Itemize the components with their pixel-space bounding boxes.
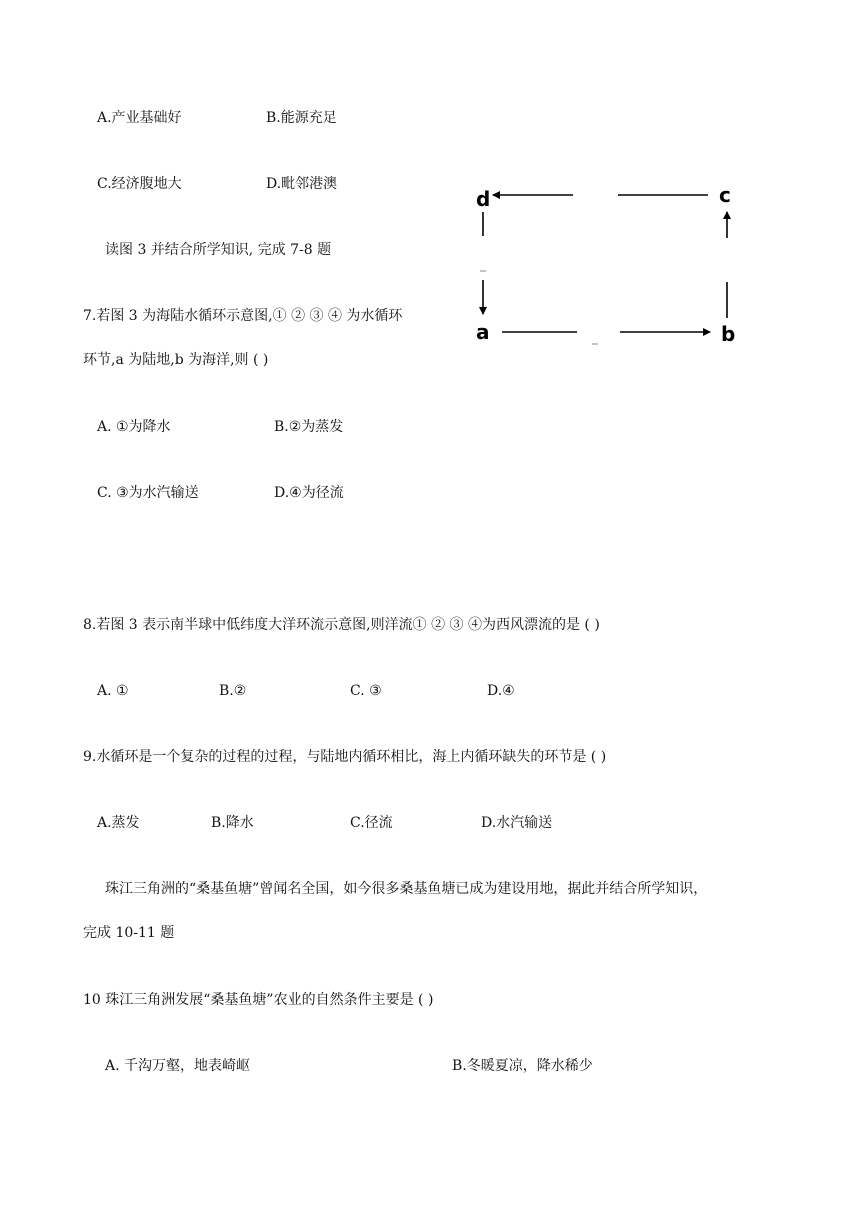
intro-10-11-line2: 完成 10-11 题 (83, 925, 175, 941)
q10-stem: 10 珠江三角洲发展“桑基鱼塘”农业的自然条件主要是 ( ) (83, 992, 434, 1008)
figure-label-b: b (721, 322, 736, 346)
q9-option-a: A.蒸发 (97, 815, 140, 831)
intro-10-11-line1: 珠江三角洲的“桑基鱼塘”曾闻名全国，如今很多桑基鱼塘已成为建设用地，据此并结合所学知识， (105, 881, 708, 897)
q8-option-c: C. ③ (350, 683, 382, 699)
q7-option-d: D.④为径流 (274, 485, 344, 501)
q10-option-a: A. 千沟万壑，地表崎岖 (105, 1058, 251, 1074)
q9-option-c: C.径流 (350, 815, 393, 831)
q8-option-d: D.④ (487, 683, 515, 699)
q7-stem-line1: 7.若图 3 为海陆水循环示意图,① ② ③ ④ 为水循环 (83, 308, 403, 324)
intro-7-8: 读图 3 并结合所学知识, 完成 7-8 题 (105, 242, 332, 258)
q9-option-d: D.水汽输送 (481, 815, 553, 831)
q9-option-b: B.降水 (211, 815, 254, 831)
figure-label-d: d (476, 187, 491, 211)
figure-label-c: c (719, 183, 731, 207)
q6-option-d: D.毗邻港澳 (266, 176, 338, 192)
q6-option-b: B.能源充足 (266, 110, 337, 126)
q8-option-b: B.② (219, 683, 247, 699)
q7-option-a: A. ①为降水 (97, 419, 171, 435)
q8-stem: 8.若图 3 表示南半球中低纬度大洋环流示意图,则洋流① ② ③ ④为西风漂流的是 ( ) (83, 617, 600, 633)
q6-option-a: A.产业基础好 (97, 110, 182, 126)
figure-label-a: a (476, 320, 490, 344)
q8-option-a: A. ① (97, 683, 129, 699)
q7-stem-line2: 环节,a 为陆地,b 为海洋,则 ( ) (83, 352, 269, 368)
q6-option-c: C.经济腹地大 (97, 176, 182, 192)
q7-option-c: C. ③为水汽输送 (97, 485, 199, 501)
q9-stem: 9.水循环是一个复杂的过程的过程，与陆地内循环相比，海上内循环缺失的环节是 ( ) (83, 749, 607, 765)
q10-option-b: B.冬暖夏凉，降水稀少 (452, 1058, 593, 1074)
q7-option-b: B.②为蒸发 (274, 419, 344, 435)
